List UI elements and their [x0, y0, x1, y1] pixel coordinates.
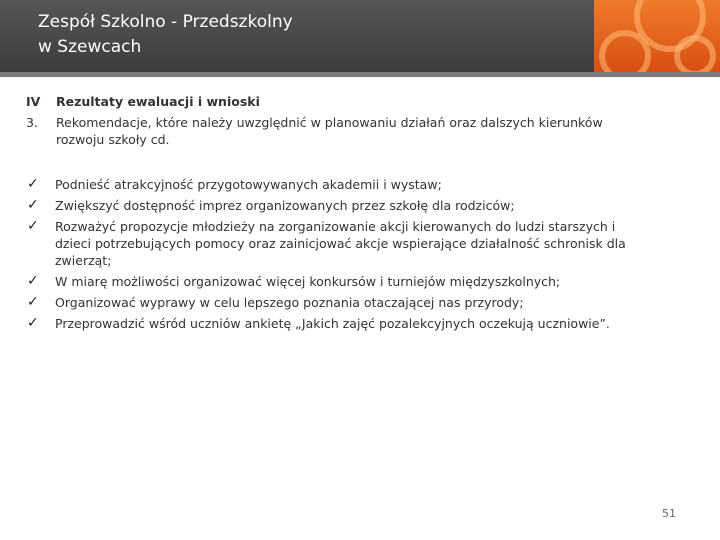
- list-item: [26, 273, 646, 290]
- header-accent-graphic: [594, 0, 720, 72]
- checkmark-icon: ✓: [27, 218, 39, 234]
- list-item-text: Rozważyć propozycje młodzieży na zorganizowanie akcji kierowanych do ludzi starszych i dzieci potrzebujących pomocy oraz zainicjować akcje wspierające działalność schronisk dla zwierząt;: [55, 219, 626, 268]
- subsection-number: 3.: [26, 115, 38, 130]
- section-heading-block: [26, 93, 646, 148]
- page-number: 51: [662, 507, 676, 520]
- section-heading: Rezultaty ewaluacji i wnioski: [56, 94, 260, 109]
- list-item: [26, 294, 646, 311]
- list-item-text: Podnieść atrakcyjność przygotowywanych akademii i wystaw;: [55, 177, 442, 192]
- checkmark-icon: ✓: [27, 315, 39, 331]
- checkmark-icon: ✓: [27, 176, 39, 192]
- slide-content: [26, 93, 646, 336]
- subsection-heading: Rekomendacje, które należy uwzględnić w planowaniu działań oraz dalszych kierunków rozwoju szkoły cd.: [56, 115, 603, 147]
- list-item-text: Przeprowadzić wśród uczniów ankietę „Jakich zajęć pozalekcyjnych oczekują uczniowie”.: [55, 316, 610, 331]
- list-item: [26, 218, 646, 269]
- list-item-text: Organizować wyprawy w celu lepszego poznania otaczającej nas przyrody;: [55, 295, 524, 310]
- checkmark-icon: ✓: [27, 294, 39, 310]
- list-item-text: W miarę możliwości organizować więcej konkursów i turniejów międzyszkolnych;: [55, 274, 561, 289]
- list-item-text: Zwiększyć dostępność imprez organizowanych przez szkołę dla rodziców;: [55, 198, 515, 213]
- checkmark-icon: ✓: [27, 197, 39, 213]
- checkmark-icon: ✓: [27, 273, 39, 289]
- list-item: [26, 315, 646, 332]
- title-line-2: w Szewcach: [38, 37, 142, 57]
- list-item: [26, 197, 646, 214]
- accent-circle: [674, 35, 716, 72]
- section-number: IV: [26, 94, 41, 109]
- section-heading-row: [26, 93, 646, 110]
- header-divider: [0, 72, 720, 77]
- slide-title: [38, 10, 293, 60]
- list-item: [26, 176, 646, 193]
- recommendation-list: [26, 176, 646, 332]
- title-line-1: Zespół Szkolno - Przedszkolny: [38, 12, 293, 32]
- subsection-row: [26, 114, 646, 148]
